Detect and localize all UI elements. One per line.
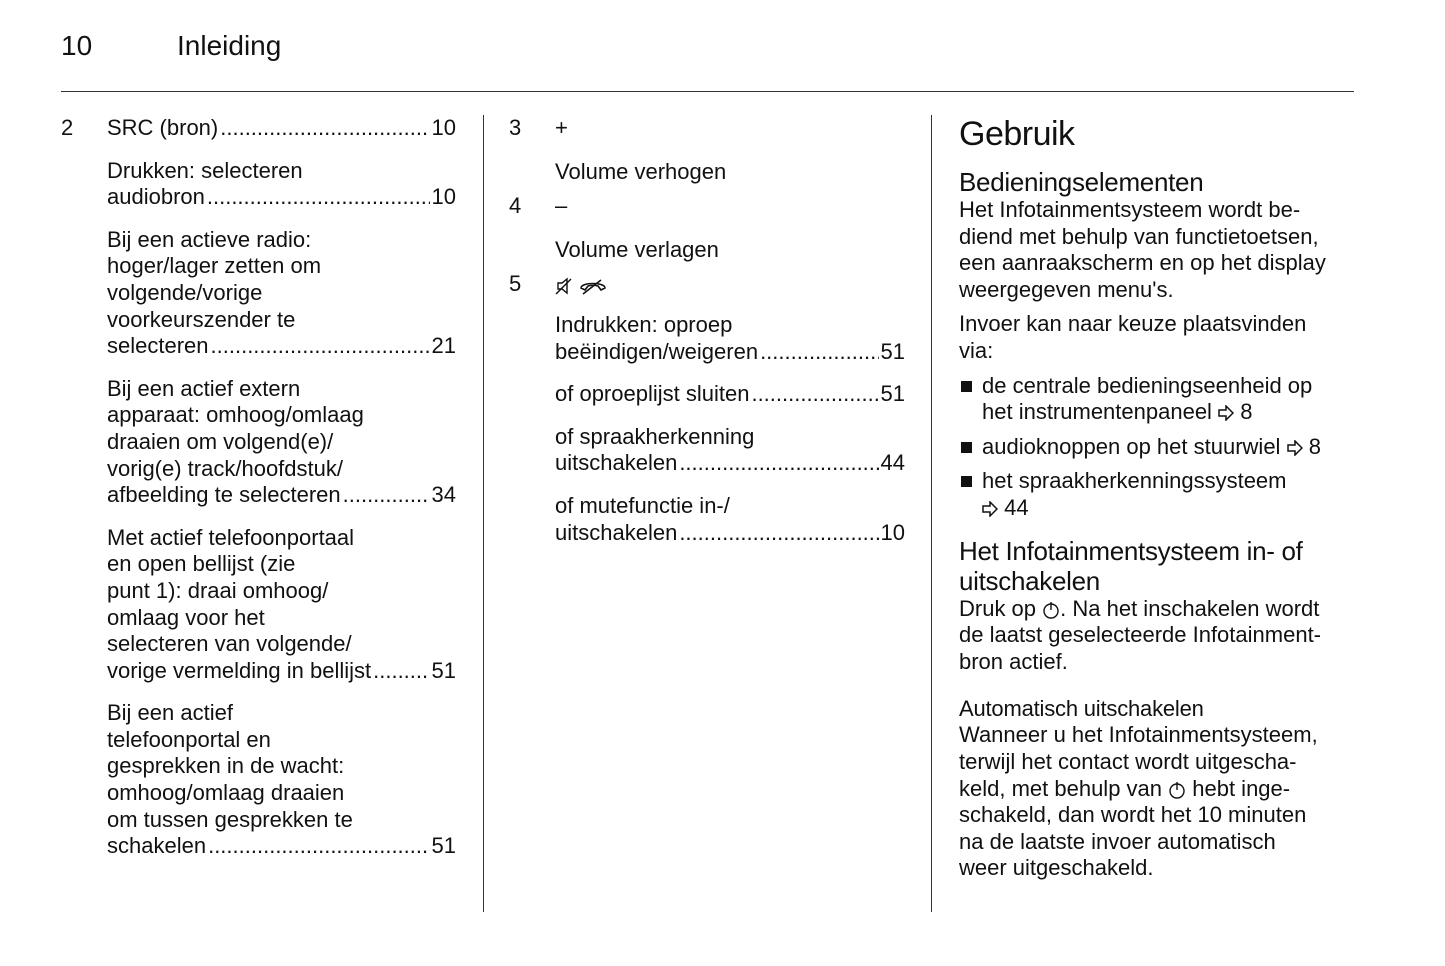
text-fragment: keld, met behulp van (959, 775, 1169, 801)
text-line: weer uitgeschakeld. (959, 855, 1154, 881)
index-entry (61, 525, 456, 685)
power-icon (1042, 601, 1060, 619)
paragraph (959, 311, 1359, 364)
page-reference-arrow-icon (982, 501, 998, 517)
subsection-heading: Bedieningselementen (959, 167, 1204, 197)
text-fragment: hebt inge- (1186, 775, 1291, 801)
entry-text-line: Indrukken: oproep (555, 311, 733, 337)
bullet-icon (961, 476, 972, 487)
column-1 (61, 115, 456, 876)
page-reference[interactable]: 51 (880, 338, 905, 364)
text-line: Invoer kan naar keuze plaatsvinden (959, 311, 1307, 337)
chapter-title: Inleiding (177, 30, 282, 61)
page-reference[interactable]: 44 (880, 450, 905, 476)
description-text: Volume verhogen (555, 158, 727, 184)
page-number: 10 (61, 30, 93, 61)
text-line: Wanneer u het Infotainmentsysteem, (959, 722, 1318, 748)
text-line: diend met behulp van functietoetsen, (959, 223, 1319, 249)
index-entry (61, 227, 456, 360)
entry-text-line: Bij een actieve radio: (107, 226, 312, 252)
paragraph (959, 596, 1359, 676)
text-line: na de laatste invoer automatisch (959, 828, 1276, 854)
entry-text: selecteren (107, 333, 209, 359)
entry-text: audiobron (107, 184, 205, 210)
entry-text: vorige vermelding in bellijst (107, 657, 372, 683)
subsection-heading (959, 536, 1359, 596)
page-reference-arrow-icon (1218, 405, 1234, 421)
text-fragment: Druk op (959, 595, 1043, 621)
page-reference[interactable]: 8 (1240, 399, 1253, 425)
entry-text-line: Bij een actief extern (107, 375, 301, 401)
page-reference[interactable]: 10 (431, 115, 456, 140)
text-line: het spraakherkenningssysteem (982, 468, 1287, 494)
item-number: 4 (509, 193, 522, 219)
dot-leader (343, 482, 430, 509)
entry-text-line: of mutefunctie in-/ (555, 492, 730, 518)
item-symbol: – (555, 193, 568, 219)
dot-leader (211, 333, 430, 360)
index-entry (61, 700, 456, 860)
heading-line: Het Infotainmentsysteem in- of (959, 535, 1303, 566)
page-reference[interactable]: 10 (431, 184, 456, 210)
entry-text: schakelen (107, 833, 207, 859)
item-symbols (555, 277, 607, 295)
entry-text-line: Met actief telefoonportaal (107, 524, 355, 550)
item-3 (509, 115, 905, 142)
item-4 (509, 193, 905, 220)
page-reference[interactable]: 10 (880, 519, 905, 545)
paragraph (959, 722, 1359, 882)
dot-leader (679, 450, 878, 477)
entry-text-line: hoger/lager zetten om (107, 253, 322, 279)
column-divider-2 (931, 115, 932, 912)
entry-text-line: apparaat: omhoog/omlaag (107, 402, 364, 428)
entry-leader-line (107, 333, 456, 360)
entry-text: of oproeplijst sluiten (555, 381, 750, 407)
entry-text-line: omlaag voor het (107, 604, 265, 630)
item-number: 3 (509, 115, 522, 140)
entry-text: SRC (bron) (107, 115, 219, 140)
entry-text-line: gesprekken in de wacht: (107, 753, 345, 779)
text-line: via: (959, 337, 994, 363)
page-reference[interactable]: 51 (431, 833, 456, 859)
text-line: Het Infotainmentsysteem wordt be- (959, 197, 1301, 222)
index-entry (509, 381, 905, 408)
item-description (509, 159, 905, 186)
dot-leader (207, 184, 430, 211)
bullet-icon (961, 442, 972, 453)
power-icon (1168, 781, 1186, 799)
hang-up-phone-icon (579, 277, 607, 295)
entry-text: beëindigen/weigeren (555, 338, 759, 364)
text-line: schakeld, dan wordt het 10 minuten (959, 802, 1307, 828)
description-text: Volume verlagen (555, 236, 719, 262)
text-line (959, 776, 1359, 803)
entry-text-line: voorkeurszender te (107, 306, 296, 332)
dot-leader (373, 658, 429, 685)
entry-text-line: punt 1): draai omhoog/ (107, 577, 329, 603)
item-number: 5 (509, 271, 522, 297)
column-3 (959, 115, 1359, 890)
page-reference-arrow-icon (1287, 440, 1303, 456)
dot-leader (751, 381, 878, 408)
entry-text-line: telefoonportal en (107, 726, 271, 752)
column-2 (509, 115, 905, 562)
subsection-heading: Automatisch uitschakelen (959, 696, 1204, 722)
item-5 (509, 271, 905, 298)
entry-text: uitschakelen (555, 450, 678, 476)
entry-leader-line (107, 482, 456, 509)
index-entry (509, 312, 905, 365)
page-reference[interactable]: 44 (1004, 494, 1029, 520)
index-entry (61, 376, 456, 509)
column-divider-1 (483, 115, 484, 912)
dot-leader (679, 520, 878, 547)
entry-leader-line (107, 658, 456, 685)
index-entry (509, 424, 905, 477)
entry-text-line: of spraakherkenning (555, 423, 755, 449)
dot-leader (220, 115, 429, 142)
mute-icon (555, 277, 573, 295)
text-line: weergegeven menu's. (959, 276, 1174, 302)
text-line: terwijl het contact wordt uitgescha- (959, 748, 1297, 774)
page-reference[interactable]: 51 (431, 657, 456, 683)
item-symbol: + (555, 115, 568, 140)
heading-line: uitschakelen (959, 565, 1100, 596)
item-number: 2 (61, 115, 74, 140)
list-item (959, 373, 1359, 426)
bullet-list (959, 373, 1359, 522)
index-entry (61, 158, 456, 211)
entry-text: uitschakelen (555, 519, 678, 545)
entry-text-line: volgende/vorige (107, 279, 263, 305)
text-line: audioknoppen op het stuurwiel (982, 433, 1281, 459)
list-item (959, 468, 1359, 521)
entry-text-line: selecteren van volgende/ (107, 631, 352, 657)
page-reference[interactable]: 8 (1308, 433, 1321, 459)
page-reference[interactable]: 34 (431, 482, 456, 508)
text-line: bron actief. (959, 648, 1068, 674)
entry-text-line: omhoog/omlaag draaien (107, 780, 345, 806)
text-fragment: . Na het inschakelen wordt (1060, 595, 1320, 621)
entry-leader-line (555, 381, 905, 408)
index-entry (509, 493, 905, 546)
entry-text-line: Bij een actief (107, 700, 233, 726)
page-reference[interactable]: 51 (880, 381, 905, 407)
section-title: Gebruik (959, 115, 1075, 153)
entry-text-line: Drukken: selecteren (107, 157, 303, 183)
entry-leader-line (555, 520, 905, 547)
text-line (959, 596, 1359, 623)
text-line: de centrale bedieningseenheid op (982, 372, 1313, 398)
dot-leader (760, 339, 878, 366)
text-line: een aanraakscherm en op het display (959, 250, 1326, 276)
page-reference[interactable]: 21 (431, 333, 456, 359)
entry-text-line: en open bellijst (zie (107, 551, 296, 577)
entry-leader-line (555, 450, 905, 477)
bullet-icon (961, 381, 972, 392)
entry-leader-line (107, 184, 456, 211)
list-item (959, 434, 1359, 461)
paragraph (959, 197, 1359, 303)
item-description (509, 237, 905, 264)
entry-text-line: draaien om volgend(e)/ (107, 428, 334, 454)
entry-leader-line (107, 833, 456, 860)
text-line: de laatst geselecteerde Infotainment- (959, 622, 1322, 648)
index-entry (61, 115, 456, 142)
header-rule (61, 91, 1354, 92)
entry-leader-line (107, 115, 456, 142)
entry-text: afbeelding te selecteren (107, 482, 341, 508)
entry-text-line: om tussen gesprekken te (107, 806, 353, 832)
text-line: het instrumentenpaneel (982, 399, 1212, 425)
entry-text-line: vorig(e) track/hoofdstuk/ (107, 455, 343, 481)
dot-leader (208, 833, 429, 860)
entry-leader-line (555, 339, 905, 366)
